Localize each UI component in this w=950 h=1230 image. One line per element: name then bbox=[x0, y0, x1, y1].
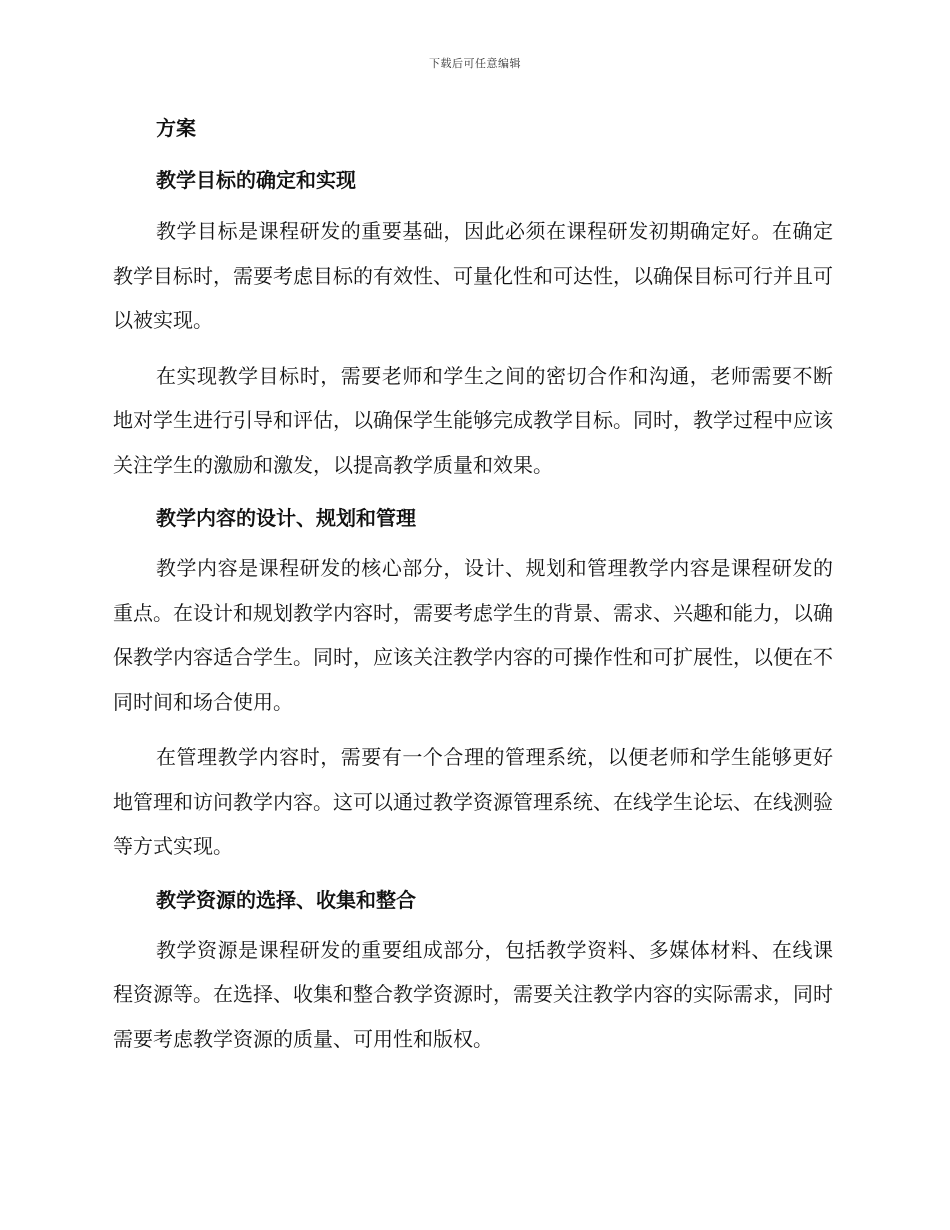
paragraph: 教学目标是课程研发的重要基础，因此必须在课程研发初期确定好。在确定教学目标时，需要考虑目标的有效性、可量化性和可达性，以确保目标可行并且可以被实现。 bbox=[113, 219, 833, 332]
section-heading: 教学目标的确定和实现 bbox=[156, 168, 356, 192]
paragraph: 在管理教学内容时，需要有一个合理的管理系统，以便老师和学生能够更好地管理和访问教学内容。这可以通过教学资源管理系统、在线学生论坛、在线测验等方式实现。 bbox=[113, 745, 833, 858]
paragraph: 在实现教学目标时，需要老师和学生之间的密切合作和沟通，老师需要不断地对学生进行引导和评估，以确保学生能够完成教学目标。同时，教学过程中应该关注学生的激励和激发，以提高教学质量和效果。 bbox=[113, 363, 833, 477]
page-header: 下载后可任意编辑 bbox=[429, 57, 521, 70]
paragraph: 教学资源是课程研发的重要组成部分，包括教学资料、多媒体材料、在线课程资源等。在选择、收集和整合教学资源时，需要关注教学内容的实际需求，同时需要考虑教学资源的质量、可用性和版权。 bbox=[113, 937, 833, 1051]
document-body bbox=[113, 108, 833, 1061]
paragraph: 教学内容是课程研发的核心部分，设计、规划和管理教学内容是课程研发的重点。在设计和规划教学内容时，需要考虑学生的背景、需求、兴趣和能力，以确保教学内容适合学生。同时，应该关注教学内容的可操作性和可扩展性，以便在不同时间和场合使用。 bbox=[113, 556, 833, 714]
document-title: 方案 bbox=[156, 116, 196, 140]
section-heading: 教学内容的设计、规划和管理 bbox=[156, 506, 416, 530]
section-heading: 教学资源的选择、收集和整合 bbox=[156, 887, 416, 912]
